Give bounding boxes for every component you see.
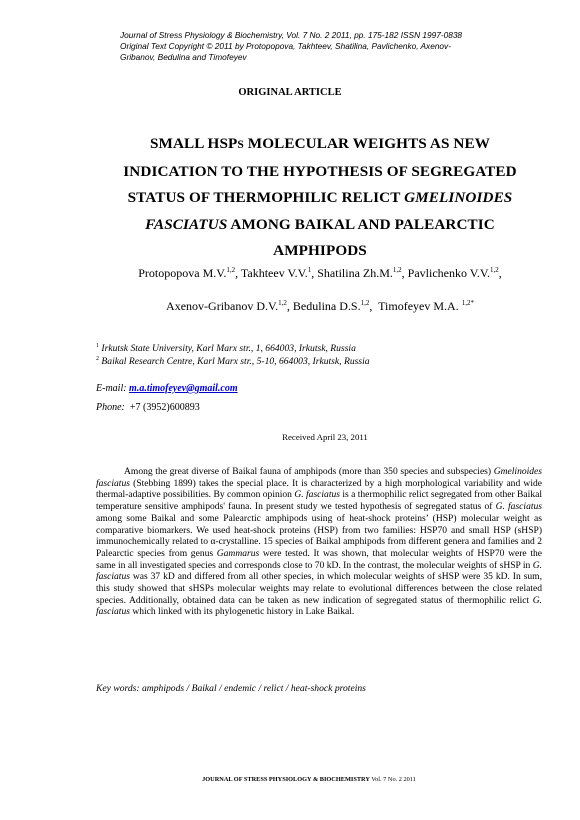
affiliation-text: Baikal Research Centre, Karl Marx str., 5-10, 664003, Irkutsk, Russia: [101, 356, 370, 367]
species-name: G. fasciatus: [96, 559, 542, 583]
abstract: [96, 466, 542, 618]
title-text: STATUS OF THERMOPHILIC RELICT: [127, 189, 405, 206]
abstract-text: among some Baikal and some Palearctic amphipods using of heat-shock proteins’ (HSP) molecular weight as comparative biomarkers. We used heat-shock proteins (HSP) from two families: HSP70 and small HSP (sHSP) immunochemically related to α-crystalline. 15 species of Baikal amphipods from different genera and families and 2 Palearctic species from genus: [96, 512, 542, 559]
author-affiliation-mark: 1,2: [226, 266, 236, 274]
species-name: G. fasciatus: [96, 594, 542, 618]
received-date: Received April 23, 2011: [282, 432, 368, 442]
author-affiliation-mark: 1,2: [278, 299, 287, 307]
section-label: ORIGINAL ARTICLE: [238, 87, 342, 98]
email-label: E-mail:: [96, 383, 130, 394]
author-affiliation-mark: 1,2: [392, 266, 402, 274]
email-line: [96, 383, 238, 394]
affiliation-number: 1: [96, 343, 99, 349]
footer-issue: Vol. 7 No. 2 2011: [369, 776, 416, 783]
title-text: MOLECULAR WEIGHTS AS NEW: [243, 135, 491, 152]
phone-number: +7 (3952)600893: [129, 402, 200, 413]
species-name: G. fasciatus: [495, 501, 542, 513]
species-name: G. fasciatus: [294, 489, 340, 501]
affiliation-text: Irkutsk State University, Karl Marx str., 1, 664003, Irkutsk, Russia: [101, 343, 356, 354]
affiliation-number: 2: [96, 356, 99, 362]
abstract-text: were tested. It was shown, that molecular weights of HSP70 were the same in all investigated species and corresponds close to 70 kD. In the contrast, the molecular weights of sHSP in: [96, 547, 542, 571]
title-text: AMONG BAIKAL AND PALEARCTIC: [227, 215, 495, 233]
title-text: FASCIATUS: [145, 215, 228, 233]
abstract-text: (Stebbing 1899) takes the special place. It is characterized by a high morphological variability and wide thermal-adaptive possibilities. By common opinion: [96, 477, 542, 501]
abstract-text: Among the great diverse of Baikal fauna of amphipods (more than 350 species and subspecies): [124, 466, 494, 477]
title-line: AMPHIPODS: [273, 242, 367, 259]
title-line: [100, 131, 540, 159]
abstract-text: was 37 kD and differed from all other species, in which molecular weights of sHSP were 35 kD. In sum, this study showed that sHSPs molecular weights may relate to evolutional differences between the close related species. Additionally, obtained data can be taken as new indication of segregated status of thermophilic relict: [96, 571, 542, 606]
abstract-text: which linked with its phylogenetic history in Lake Baikal.: [129, 606, 355, 618]
article-title: [100, 131, 540, 265]
title-text: GMELINOIDES: [404, 189, 513, 206]
author-affiliation-mark: 1: [307, 266, 312, 274]
journal-header-line: Gribanov, Bedulina and Timofeyev: [120, 52, 247, 62]
journal-header: [120, 30, 540, 63]
author-affiliation-mark: 1,2*: [461, 299, 474, 307]
author-name: Timofeyev M.A.: [378, 299, 459, 313]
phone-line: [96, 402, 200, 413]
author-name: Takhteev V.V.: [240, 266, 308, 280]
journal-header-line: Journal of Stress Physiology & Biochemistry, Vol. 7 No. 2 2011, pp. 175-182 ISSN 1997-0838: [120, 30, 463, 40]
page-footer: [0, 776, 580, 783]
author-name: Bedulina D.S.: [292, 299, 361, 313]
email-link[interactable]: m.a.timofeyev@gmail.com: [129, 383, 238, 394]
author-name: Pavlichenko V.V.: [407, 266, 490, 280]
author-name: Shatilina Zh.M.: [317, 266, 393, 280]
species-name: Gmelinoides fasciatus: [96, 466, 542, 489]
keywords: Key words: amphipods / Baikal / endemic / relict / heat-shock proteins: [96, 683, 366, 694]
title-line: [100, 185, 540, 212]
author-name: Axenov-Gribanov D.V.: [166, 299, 279, 313]
species-name: Gammarus: [216, 547, 260, 559]
abstract-text: is a thermophilic relict segregated from other Baikal temperature sensitive amphipods' fauna. In present study we tested hypothesis of segregated status of: [96, 489, 542, 513]
author-list: Axenov-Gribanov D.V.$^{1,2}$, Bedulina D.S.$^{1,2}$, Timofeyev M.A. $^{1,2*}$: [166, 299, 474, 313]
footer-journal: JOURNAL OF STRESS PHYSIOLOGY & BIOCHEMISTRY: [202, 776, 370, 783]
title-line: [100, 212, 540, 239]
author-affiliation-mark: 1,2: [360, 299, 370, 307]
author-name: Protopopova M.V.: [138, 266, 227, 280]
title-line: INDICATION TO THE HYPOTHESIS OF SEGREGATED: [123, 162, 517, 180]
affiliation: [96, 342, 536, 355]
author-affiliation-mark: 1,2: [490, 266, 499, 274]
journal-header-line: Original Text Copyright © 2011 by Protopopova, Takhteev, Shatilina, Pavlichenko, Axenov-: [120, 41, 451, 51]
author-list: Protopopova M.V.$^{1,2}$, Takhteev V.V.$^1$, Shatilina Zh.M.$^{1,2}$, Pavlichenko V.V.$^{1,2}$,: [138, 266, 502, 280]
phone-label: Phone:: [96, 402, 125, 413]
affiliation: [96, 355, 536, 368]
title-text: SMALL HSP: [149, 135, 238, 152]
title-text: S: [237, 139, 244, 151]
